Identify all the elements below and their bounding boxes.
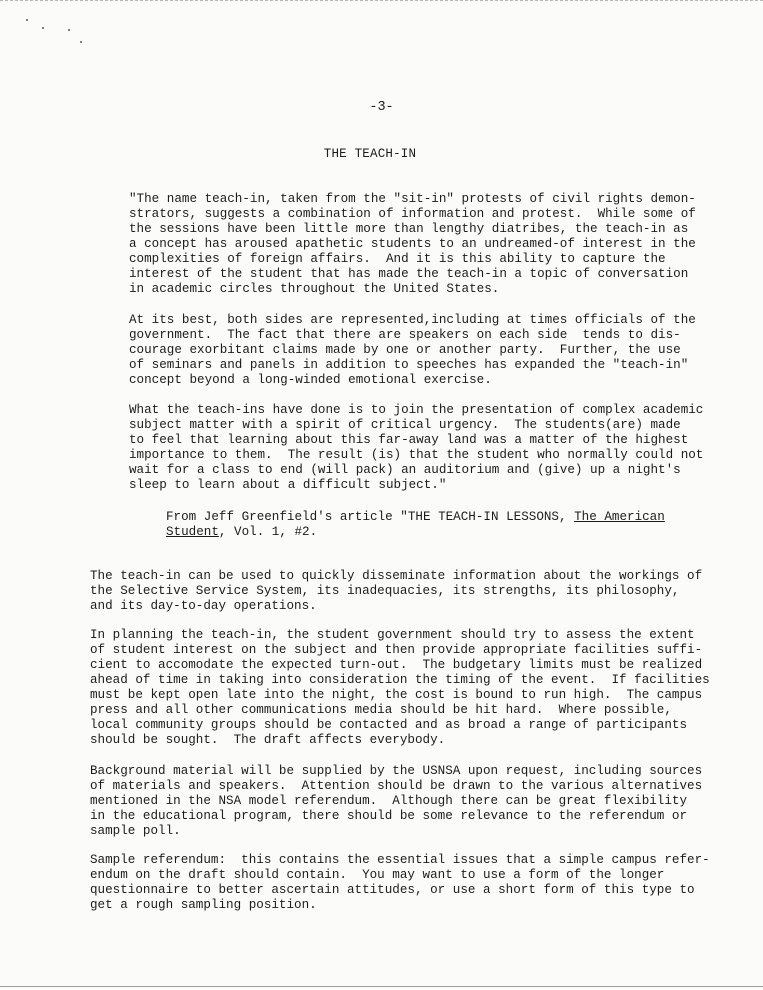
citation-text: From Jeff Greenfield's article "THE TEACH-IN LESSONS, xyxy=(166,510,575,524)
quote-paragraph: At its best, both sides are represented,including at times officials of the government. The fact that there are speakers on each side tends to dis- courage exorbitant claims made by one or another party. Further, the use of seminars and panels in addition to speeches has expanded the "teach-in" concept beyond a long-winded emotional exercise. xyxy=(129,313,696,387)
quote-paragraph: "The name teach-in, taken from the "sit-in" protests of civil rights demon- strators, suggests a combination of information and protest. While some of the sessions have been little more than lengthy diatribes, the teach-in as a concept has aroused apathetic students to an undreamed-of interest in the complexities of foreign affairs. And it is this ability to capture the interest of the student that has made the teach-in a topic of conversation in academic circles throughout the United States. xyxy=(129,192,696,296)
page-number: -3- xyxy=(369,100,394,115)
citation-journal-cont: Student xyxy=(166,525,219,539)
ink-speck xyxy=(80,41,82,43)
section-heading: THE TEACH-IN xyxy=(323,147,417,161)
citation-volume: , Vol. 1, #2. xyxy=(218,525,318,539)
ink-speck xyxy=(42,27,44,29)
page-bottom-edge xyxy=(0,986,763,987)
citation-journal: The American xyxy=(574,510,665,524)
ink-speck xyxy=(68,29,70,31)
citation xyxy=(166,510,665,540)
body-paragraph: Background material will be supplied by the USNSA upon request, including sources of materials and speakers. Attention should be drawn to the various alternatives mentioned in the NSA model referendum. Although there can be great flexibility in the educational program, there should be some relevance to the referendum or sample poll. xyxy=(90,764,703,838)
body-paragraph: In planning the teach-in, the student government should try to assess the extent of student interest on the subject and then provide appropriate facilities suffi- cient to accomodate the expected turn-out. The budgetary limits must be realized ahead of time in taking into consideration the timing of the event. If facilities must be kept open late into the night, the cost is bound to run high. The campus press and all other communications media should be hit hard. Where possible, local community groups should be contacted and as broad a range of participants should be sought. The draft affects everybody. xyxy=(90,628,710,747)
body-paragraph: The teach-in can be used to quickly disseminate information about the workings of the Selective Service System, its inadequacies, its strengths, its philosophy, and its day-to-day operations. xyxy=(90,569,703,613)
page-top-edge xyxy=(0,0,763,1)
ink-speck xyxy=(26,19,28,21)
quote-paragraph: What the teach-ins have done is to join the presentation of complex academic subject matter with a spirit of critical urgency. The students(are) made to feel that learning about this far-away land was a matter of the highest importance to them. The result (is) that the student who normally could not wait for a class to end (will pack) an auditorium and (give) up a night's sleep to learn about a difficult subject." xyxy=(129,403,704,492)
body-paragraph: Sample referendum: this contains the essential issues that a simple campus refer- endum on the draft should contain. You may want to use a form of the longer questionnaire to better ascertain attitudes, or use a short form of this type to get a rough sampling position. xyxy=(90,853,710,912)
